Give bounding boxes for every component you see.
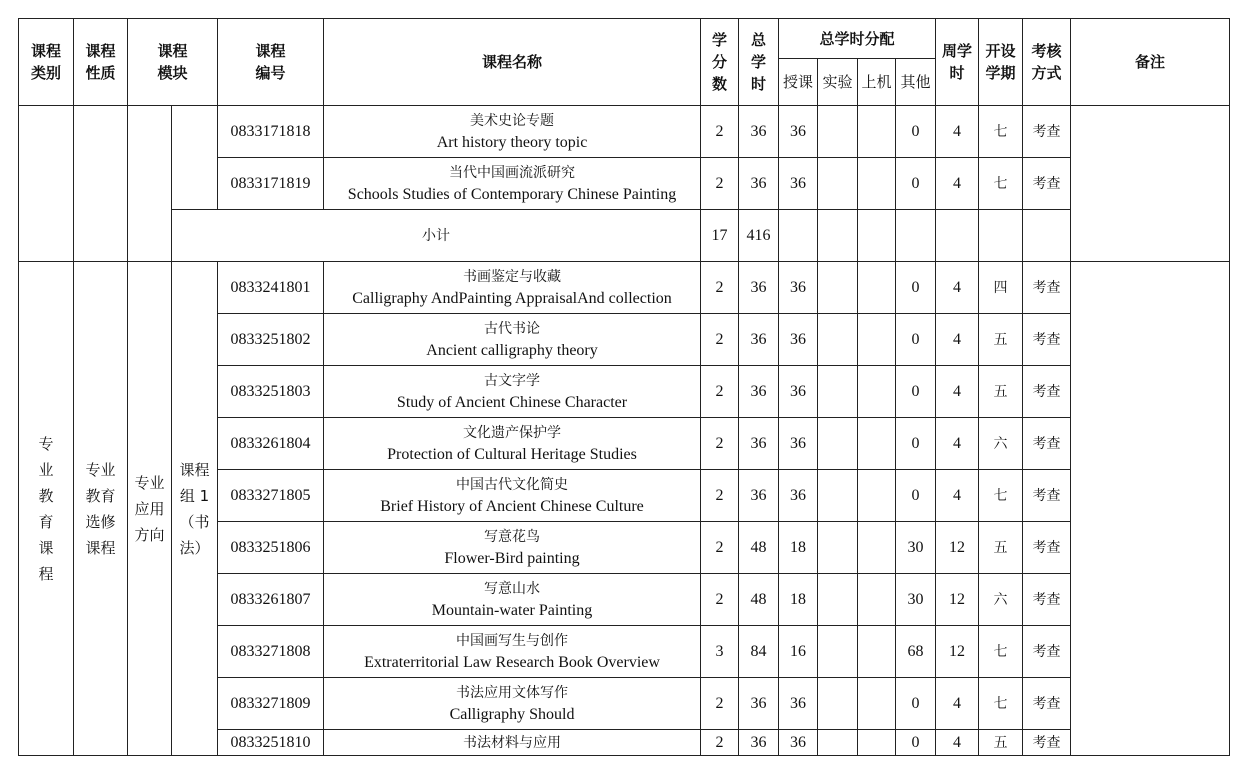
total-hours: 36 xyxy=(739,158,779,210)
term: 五 xyxy=(979,522,1023,574)
computer-hours xyxy=(858,418,896,470)
header-nature: 课程 性质 xyxy=(74,19,128,106)
subtotal-credits: 17 xyxy=(701,210,739,262)
exam-method: 考查 xyxy=(1023,418,1071,470)
header-exam: 考核 方式 xyxy=(1023,19,1071,106)
computer-hours xyxy=(858,574,896,626)
lab-hours xyxy=(818,158,858,210)
empty-cell xyxy=(818,210,858,262)
computer-hours xyxy=(858,158,896,210)
credits: 2 xyxy=(701,158,739,210)
weekly-hours: 4 xyxy=(936,158,979,210)
header-computer: 上机 xyxy=(858,59,896,106)
exam-method: 考查 xyxy=(1023,262,1071,314)
term: 七 xyxy=(979,626,1023,678)
course-code: 0833241801 xyxy=(218,262,324,314)
lecture-hours: 36 xyxy=(779,730,818,756)
exam-method: 考查 xyxy=(1023,158,1071,210)
lab-hours xyxy=(818,418,858,470)
lab-hours xyxy=(818,314,858,366)
exam-method: 考查 xyxy=(1023,470,1071,522)
total-hours: 36 xyxy=(739,106,779,158)
computer-hours xyxy=(858,106,896,158)
exam-method: 考查 xyxy=(1023,574,1071,626)
other-hours: 30 xyxy=(896,574,936,626)
header-category: 课程 类别 xyxy=(19,19,74,106)
weekly-hours: 4 xyxy=(936,730,979,756)
section1-category xyxy=(19,106,74,262)
weekly-hours: 4 xyxy=(936,678,979,730)
lab-hours xyxy=(818,626,858,678)
exam-method: 考查 xyxy=(1023,314,1071,366)
credits: 2 xyxy=(701,106,739,158)
credits: 2 xyxy=(701,678,739,730)
section2-remarks xyxy=(1071,262,1230,756)
credits: 2 xyxy=(701,574,739,626)
section2-module: 专业 应用 方向 xyxy=(128,262,172,756)
weekly-hours: 4 xyxy=(936,470,979,522)
section2-group: 课程 组 1 （书 法） xyxy=(172,262,218,756)
empty-cell xyxy=(779,210,818,262)
course-code: 0833251806 xyxy=(218,522,324,574)
credits: 2 xyxy=(701,470,739,522)
course-name: 古文字学 Study of Ancient Chinese Character xyxy=(324,366,701,418)
header-row xyxy=(19,19,1230,59)
exam-method: 考查 xyxy=(1023,106,1071,158)
term: 四 xyxy=(979,262,1023,314)
lecture-hours: 36 xyxy=(779,262,818,314)
header-lecture: 授课 xyxy=(779,59,818,106)
section1-nature xyxy=(74,106,128,262)
credits: 2 xyxy=(701,314,739,366)
course-code: 0833171818 xyxy=(218,106,324,158)
course-code: 0833251802 xyxy=(218,314,324,366)
lecture-hours: 36 xyxy=(779,470,818,522)
other-hours: 0 xyxy=(896,106,936,158)
computer-hours xyxy=(858,262,896,314)
credits: 3 xyxy=(701,626,739,678)
exam-method: 考查 xyxy=(1023,678,1071,730)
empty-cell xyxy=(979,210,1023,262)
header-lab: 实验 xyxy=(818,59,858,106)
lecture-hours: 36 xyxy=(779,678,818,730)
header-remarks: 备注 xyxy=(1071,19,1230,106)
header-other: 其他 xyxy=(896,59,936,106)
subtotal-label: 小计 xyxy=(172,210,701,262)
other-hours: 0 xyxy=(896,678,936,730)
credits: 2 xyxy=(701,366,739,418)
weekly-hours: 12 xyxy=(936,626,979,678)
computer-hours xyxy=(858,522,896,574)
section1-group xyxy=(172,106,218,210)
term: 五 xyxy=(979,314,1023,366)
lecture-hours: 18 xyxy=(779,574,818,626)
credits: 2 xyxy=(701,262,739,314)
total-hours: 36 xyxy=(739,678,779,730)
subtotal-total-hours: 416 xyxy=(739,210,779,262)
empty-cell xyxy=(1023,210,1071,262)
term: 六 xyxy=(979,574,1023,626)
section2-nature: 专业 教育 选修 课程 xyxy=(74,262,128,756)
credits: 2 xyxy=(701,730,739,756)
term: 七 xyxy=(979,158,1023,210)
header-module: 课程 模块 xyxy=(128,19,218,106)
section2-category: 专 业 教 育 课 程 xyxy=(19,262,74,756)
course-name: 当代中国画流派研究 Schools Studies of Contemporary Chinese Painting xyxy=(324,158,701,210)
course-code: 0833251803 xyxy=(218,366,324,418)
course-code: 0833261804 xyxy=(218,418,324,470)
computer-hours xyxy=(858,626,896,678)
weekly-hours: 4 xyxy=(936,418,979,470)
computer-hours xyxy=(858,366,896,418)
section1-module xyxy=(128,106,172,262)
lecture-hours: 36 xyxy=(779,418,818,470)
term: 六 xyxy=(979,418,1023,470)
term: 五 xyxy=(979,366,1023,418)
credits: 2 xyxy=(701,418,739,470)
lab-hours xyxy=(818,470,858,522)
weekly-hours: 12 xyxy=(936,522,979,574)
weekly-hours: 4 xyxy=(936,106,979,158)
header-course-name: 课程名称 xyxy=(324,19,701,106)
other-hours: 0 xyxy=(896,470,936,522)
course-name: 古代书论 Ancient calligraphy theory xyxy=(324,314,701,366)
lab-hours xyxy=(818,262,858,314)
term: 五 xyxy=(979,730,1023,756)
lecture-hours: 36 xyxy=(779,106,818,158)
total-hours: 84 xyxy=(739,626,779,678)
table-row xyxy=(19,262,1230,314)
lab-hours xyxy=(818,522,858,574)
total-hours: 36 xyxy=(739,366,779,418)
empty-cell xyxy=(936,210,979,262)
other-hours: 0 xyxy=(896,314,936,366)
term: 七 xyxy=(979,106,1023,158)
course-code: 0833271805 xyxy=(218,470,324,522)
course-name: 中国古代文化简史 Brief History of Ancient Chinese Culture xyxy=(324,470,701,522)
term: 七 xyxy=(979,678,1023,730)
course-name: 书画鉴定与收藏 Calligraphy AndPainting AppraisalAnd collection xyxy=(324,262,701,314)
course-name: 书法应用文体写作 Calligraphy Should xyxy=(324,678,701,730)
header-credits: 学 分 数 xyxy=(701,19,739,106)
other-hours: 0 xyxy=(896,730,936,756)
lecture-hours: 18 xyxy=(779,522,818,574)
lecture-hours: 16 xyxy=(779,626,818,678)
lab-hours xyxy=(818,730,858,756)
course-name: 写意花鸟 Flower-Bird painting xyxy=(324,522,701,574)
exam-method: 考查 xyxy=(1023,366,1071,418)
computer-hours xyxy=(858,678,896,730)
weekly-hours: 4 xyxy=(936,314,979,366)
other-hours: 0 xyxy=(896,158,936,210)
section1-remarks xyxy=(1071,106,1230,262)
computer-hours xyxy=(858,314,896,366)
table-row xyxy=(19,106,1230,158)
lecture-hours: 36 xyxy=(779,314,818,366)
total-hours: 36 xyxy=(739,730,779,756)
lab-hours xyxy=(818,106,858,158)
lab-hours xyxy=(818,366,858,418)
course-name: 文化遗产保护学 Protection of Cultural Heritage Studies xyxy=(324,418,701,470)
lab-hours xyxy=(818,574,858,626)
weekly-hours: 12 xyxy=(936,574,979,626)
header-term: 开设 学期 xyxy=(979,19,1023,106)
total-hours: 36 xyxy=(739,314,779,366)
weekly-hours: 4 xyxy=(936,262,979,314)
computer-hours xyxy=(858,730,896,756)
other-hours: 0 xyxy=(896,262,936,314)
other-hours: 68 xyxy=(896,626,936,678)
course-code: 0833171819 xyxy=(218,158,324,210)
weekly-hours: 4 xyxy=(936,366,979,418)
course-code: 0833271808 xyxy=(218,626,324,678)
course-code: 0833261807 xyxy=(218,574,324,626)
term: 七 xyxy=(979,470,1023,522)
total-hours: 36 xyxy=(739,262,779,314)
computer-hours xyxy=(858,470,896,522)
course-name: 书法材料与应用 xyxy=(324,730,701,756)
lecture-hours: 36 xyxy=(779,366,818,418)
course-code: 0833251810 xyxy=(218,730,324,756)
total-hours: 36 xyxy=(739,418,779,470)
header-weekly-hours: 周学 时 xyxy=(936,19,979,106)
exam-method: 考查 xyxy=(1023,522,1071,574)
empty-cell xyxy=(896,210,936,262)
lecture-hours: 36 xyxy=(779,158,818,210)
header-allocation: 总学时分配 xyxy=(779,19,936,59)
course-name: 中国画写生与创作 Extraterritorial Law Research Book Overview xyxy=(324,626,701,678)
header-code: 课程 编号 xyxy=(218,19,324,106)
credits: 2 xyxy=(701,522,739,574)
header-total-hours: 总 学 时 xyxy=(739,19,779,106)
lab-hours xyxy=(818,678,858,730)
other-hours: 30 xyxy=(896,522,936,574)
exam-method: 考查 xyxy=(1023,626,1071,678)
course-name: 美术史论专题 Art history theory topic xyxy=(324,106,701,158)
total-hours: 48 xyxy=(739,522,779,574)
curriculum-table xyxy=(18,18,1230,756)
exam-method: 考查 xyxy=(1023,730,1071,756)
course-name: 写意山水 Mountain-water Painting xyxy=(324,574,701,626)
total-hours: 48 xyxy=(739,574,779,626)
subtotal-row xyxy=(19,210,1230,262)
course-code: 0833271809 xyxy=(218,678,324,730)
other-hours: 0 xyxy=(896,418,936,470)
total-hours: 36 xyxy=(739,470,779,522)
other-hours: 0 xyxy=(896,366,936,418)
empty-cell xyxy=(858,210,896,262)
